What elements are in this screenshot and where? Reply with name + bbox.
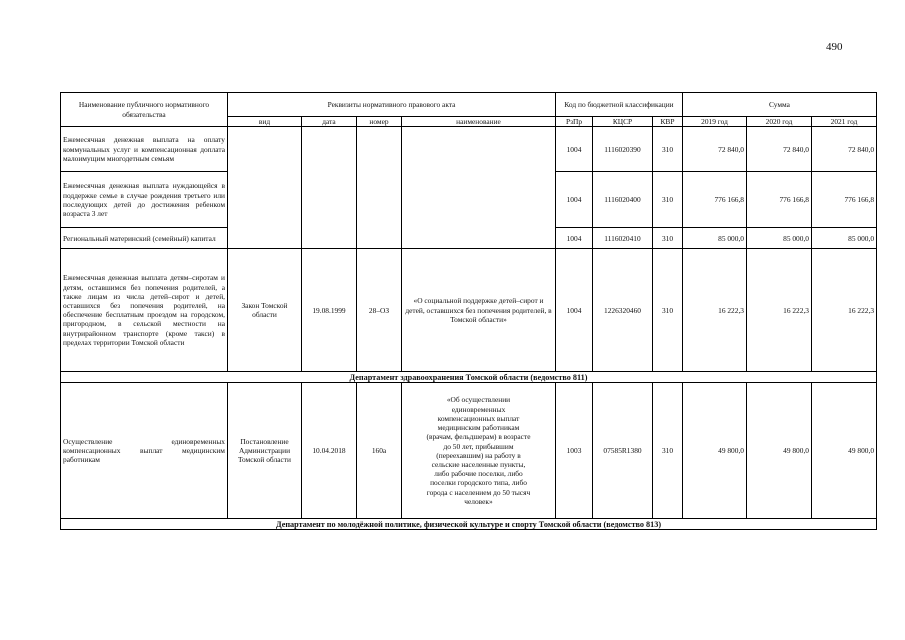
- kcsr-cell: 1116020410: [593, 228, 653, 249]
- rzpr-cell: 1004: [556, 249, 593, 372]
- act-group-header: Реквизиты нормативного правового акта: [228, 93, 556, 117]
- y2020-cell: 776 166,8: [747, 172, 812, 228]
- y2021-cell: 776 166,8: [812, 172, 877, 228]
- kcsr-cell: 1226320460: [593, 249, 653, 372]
- y2021-cell: 72 840,0: [812, 127, 877, 172]
- rzpr-cell: 1004: [556, 172, 593, 228]
- y2019-cell: 776 166,8: [683, 172, 747, 228]
- y2020-header: 2020 год: [747, 117, 812, 127]
- y2020-cell: 85 000,0: [747, 228, 812, 249]
- department-813-title: Департамент по молодёжной политике, физической культуре и спорту Томской области (ведомство 813): [61, 519, 877, 530]
- y2019-header: 2019 год: [683, 117, 747, 127]
- rzpr-cell: 1004: [556, 228, 593, 249]
- number-header: номер: [357, 117, 402, 127]
- kcsr-cell: 07585R1380: [593, 383, 653, 519]
- kcsr-header: КЦСР: [593, 117, 653, 127]
- rzpr-cell: 1003: [556, 383, 593, 519]
- act-name: «Об осуществлении единовременных компенсационных выплат медицинским работникам (врачам, фельдшерам) в возрасте до 50 лет, прибывшим (переехавшим) на работу в сельские населенные пункты, либо рабочие поселки, либо поселки городского типа, либо города с населением до 50 тысяч человек»: [402, 383, 556, 519]
- obligation-name: Ежемесячная денежная выплата нуждающейся в поддержке семье в случае рождения третьего или последующих детей до достижения ребенком возраста 3 лет: [61, 172, 228, 228]
- act-vid-empty: [228, 127, 302, 249]
- table-row: [61, 383, 877, 519]
- sum-group-header: Сумма: [683, 93, 877, 117]
- act-number: 28–ОЗ: [357, 249, 402, 372]
- kvr-cell: 310: [653, 228, 683, 249]
- y2019-cell: 85 000,0: [683, 228, 747, 249]
- act-date: 10.04.2018: [302, 383, 357, 519]
- y2021-cell: 85 000,0: [812, 228, 877, 249]
- obligation-name: Ежемесячная денежная выплата детям–сиротам и детям, оставшимся без попечения родителей, а также лицам из числа детей–сирот и детей, оставшихся без попечения родителей, на обеспечение бесплатным проездом на городском, пригородном, в сельской местности на внутрирайонном транспорте (кроме такси) в пределах территории Томской области: [61, 249, 228, 372]
- kcsr-cell: 1116020390: [593, 127, 653, 172]
- act-number: 160а: [357, 383, 402, 519]
- act-name-header: наименование: [402, 117, 556, 127]
- kvr-cell: 310: [653, 172, 683, 228]
- obligations-table: [60, 92, 877, 530]
- date-header: дата: [302, 117, 357, 127]
- rzpr-header: РзПр: [556, 117, 593, 127]
- y2021-cell: 16 222,3: [812, 249, 877, 372]
- y2020-cell: 49 800,0: [747, 383, 812, 519]
- act-date-empty: [302, 127, 357, 249]
- department-811-title: Департамент здравоохранения Томской области (ведомство 811): [61, 372, 877, 383]
- y2019-cell: 49 800,0: [683, 383, 747, 519]
- table-row: [61, 249, 877, 372]
- y2020-cell: 16 222,3: [747, 249, 812, 372]
- obligation-name: Ежемесячная денежная выплата на оплату коммунальных услуг и компенсационная доплата малоимущим многодетным семьям: [61, 127, 228, 172]
- act-date: 19.08.1999: [302, 249, 357, 372]
- kcsr-cell: 1116020400: [593, 172, 653, 228]
- vid-header: вид: [228, 117, 302, 127]
- page-number: 490: [826, 41, 843, 53]
- y2020-cell: 72 840,0: [747, 127, 812, 172]
- obligation-name: Региональный материнский (семейный) капитал: [61, 228, 228, 249]
- department-row: [61, 372, 877, 383]
- act-vid: Постановление Администрации Томской области: [228, 383, 302, 519]
- act-name-empty: [402, 127, 556, 249]
- kvr-cell: 310: [653, 127, 683, 172]
- obligation-header: Наименование публичного нормативного обязательства: [61, 93, 228, 127]
- y2019-cell: 72 840,0: [683, 127, 747, 172]
- table-row: [61, 127, 877, 172]
- act-name: «О социальной поддержке детей–сирот и детей, оставшихся без попечения родителей, в Томской области»: [402, 249, 556, 372]
- y2021-cell: 49 800,0: [812, 383, 877, 519]
- department-row: [61, 519, 877, 530]
- kvr-cell: 310: [653, 383, 683, 519]
- obligation-name: Осуществление единовременных компенсационных выплат медицинским работникам: [61, 383, 228, 519]
- y2021-header: 2021 год: [812, 117, 877, 127]
- rzpr-cell: 1004: [556, 127, 593, 172]
- kvr-cell: 310: [653, 249, 683, 372]
- header-row-1: [61, 93, 877, 117]
- kvr-header: КВР: [653, 117, 683, 127]
- budget-group-header: Код по бюджетной классификации: [556, 93, 683, 117]
- act-vid: Закон Томской области: [228, 249, 302, 372]
- act-number-empty: [357, 127, 402, 249]
- y2019-cell: 16 222,3: [683, 249, 747, 372]
